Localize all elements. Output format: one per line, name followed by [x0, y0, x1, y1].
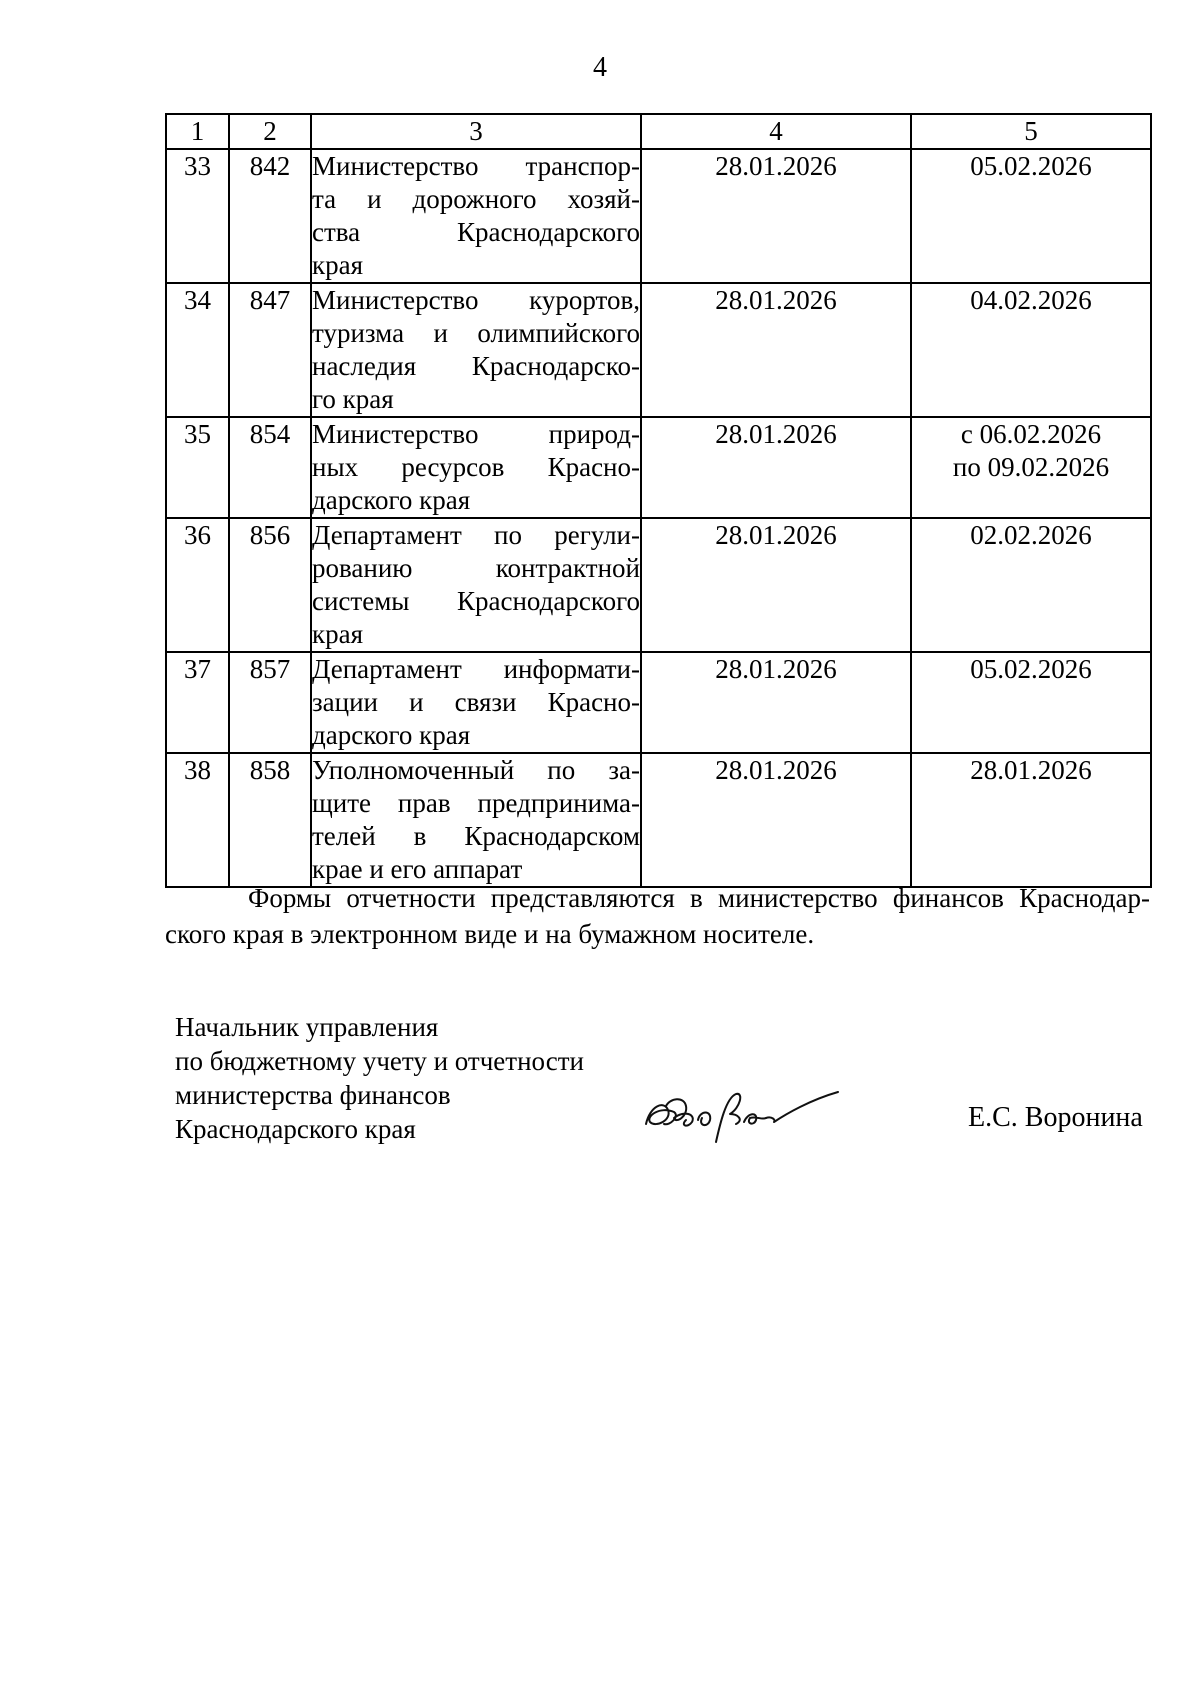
- deadline-line: 04.02.2026: [970, 285, 1092, 315]
- name-line: края: [312, 250, 364, 280]
- name-line: наследия Краснодарско-: [312, 351, 640, 381]
- table-row: [166, 753, 1151, 887]
- deadline-line: с 06.02.2026: [960, 419, 1102, 449]
- column-header: 2: [229, 114, 311, 149]
- name-line: дарского края: [312, 485, 471, 515]
- ministry-code: 847: [229, 283, 311, 417]
- column-header: 3: [311, 114, 641, 149]
- deadline-date: [911, 753, 1151, 887]
- name-line: крае и его аппарат: [312, 854, 523, 884]
- name-line: ных ресурсов Красно-: [312, 452, 640, 482]
- column-header: 1: [166, 114, 229, 149]
- deadline-date: [911, 652, 1151, 753]
- signer-title-line: по бюджетному учету и отчетности: [175, 1046, 584, 1076]
- submission-date: 28.01.2026: [641, 652, 911, 753]
- handwritten-signature: [640, 1076, 840, 1146]
- column-header: 5: [911, 114, 1151, 149]
- ministry-code: 858: [229, 753, 311, 887]
- name-line: го края: [312, 384, 394, 414]
- table-row: [166, 149, 1151, 283]
- organization-name: [311, 149, 641, 283]
- organization-name: [311, 753, 641, 887]
- deadline-date: [911, 149, 1151, 283]
- name-line: туризма и олимпийского: [312, 318, 640, 348]
- organization-name: [311, 417, 641, 518]
- submission-date: 28.01.2026: [641, 417, 911, 518]
- table-header-row: [166, 114, 1151, 149]
- signer-title-line: Краснодарского края: [175, 1114, 416, 1144]
- name-line: Министерство транспор-: [312, 151, 640, 181]
- ministry-code: 842: [229, 149, 311, 283]
- deadline-date: [911, 518, 1151, 652]
- name-line: Министерство курортов,: [312, 285, 640, 315]
- name-line: зации и связи Красно-: [312, 687, 640, 717]
- signer-title-line: Начальник управления: [175, 1012, 439, 1042]
- column-header: 4: [641, 114, 911, 149]
- submission-note: [165, 880, 1150, 952]
- page-number: 4: [593, 52, 607, 83]
- organization-name: [311, 652, 641, 753]
- organization-name: [311, 518, 641, 652]
- name-line: Департамент по регули-: [312, 520, 640, 550]
- signer-title: [175, 1010, 584, 1146]
- deadline-date: [911, 417, 1151, 518]
- row-number: 35: [166, 417, 229, 518]
- row-number: 37: [166, 652, 229, 753]
- name-line: системы Краснодарского: [312, 586, 640, 616]
- submission-date: 28.01.2026: [641, 518, 911, 652]
- name-line: рованию контрактной: [312, 553, 640, 583]
- row-number: 36: [166, 518, 229, 652]
- row-number: 38: [166, 753, 229, 887]
- signer-name: Е.С. Воронина: [968, 1102, 1143, 1133]
- ministry-code: 854: [229, 417, 311, 518]
- note-line: Формы отчетности представляются в министерство финансов Краснодар-: [248, 883, 1150, 913]
- deadline-line: по 09.02.2026: [952, 452, 1110, 482]
- table-row: [166, 518, 1151, 652]
- ministry-code: 857: [229, 652, 311, 753]
- submission-date: 28.01.2026: [641, 149, 911, 283]
- name-line: щите прав предпринима-: [312, 788, 640, 818]
- deadline-line: 05.02.2026: [970, 151, 1092, 181]
- ministry-code: 856: [229, 518, 311, 652]
- organization-name: [311, 283, 641, 417]
- deadline-line: 02.02.2026: [970, 520, 1092, 550]
- name-line: телей в Краснодарском: [312, 821, 640, 851]
- table-row: [166, 652, 1151, 753]
- signer-title-line: министерства финансов: [175, 1080, 451, 1110]
- name-line: Министерство природ-: [312, 419, 640, 449]
- table-row: [166, 417, 1151, 518]
- deadlines-table: [165, 113, 1152, 888]
- name-line: Департамент информати-: [312, 654, 640, 684]
- name-line: дарского края: [312, 720, 471, 750]
- row-number: 33: [166, 149, 229, 283]
- table-row: [166, 283, 1151, 417]
- deadline-line: 05.02.2026: [970, 654, 1092, 684]
- name-line: ства Краснодарского: [312, 217, 640, 247]
- name-line: Уполномоченный по за-: [312, 755, 640, 785]
- submission-date: 28.01.2026: [641, 283, 911, 417]
- deadline-line: 28.01.2026: [970, 755, 1092, 785]
- name-line: края: [312, 619, 364, 649]
- deadline-date: [911, 283, 1151, 417]
- row-number: 34: [166, 283, 229, 417]
- note-line: ского края в электронном виде и на бумажном носителе.: [165, 919, 815, 949]
- name-line: та и дорожного хозяй-: [312, 184, 640, 214]
- submission-date: 28.01.2026: [641, 753, 911, 887]
